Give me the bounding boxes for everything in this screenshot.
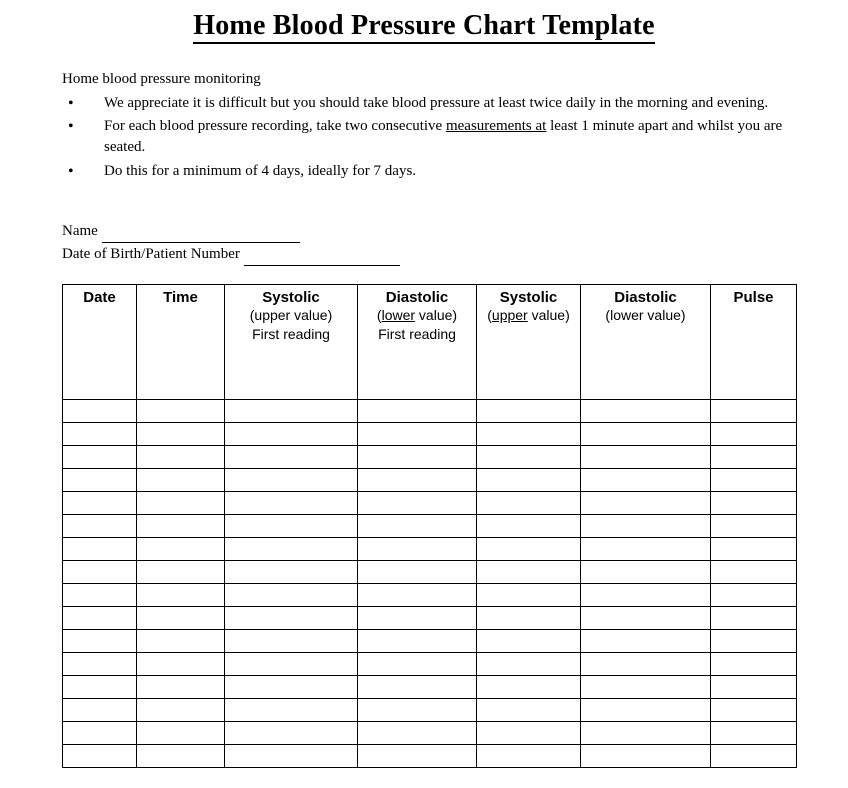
table-cell[interactable] — [581, 722, 711, 745]
list-item: • For each blood pressure recording, take two consecutive measurements at least 1 minute apart and whilst you are seated. — [104, 116, 848, 159]
table-cell[interactable] — [581, 584, 711, 607]
column-header-diastolic-second — [581, 285, 711, 400]
column-header-systolic-first-label: Systolic — [262, 289, 320, 307]
table-cell[interactable] — [63, 722, 137, 745]
list-item: • We appreciate it is difficult but you should take blood pressure at least twice daily in the morning and evening. — [104, 93, 848, 114]
table-cell[interactable] — [358, 492, 477, 515]
table-cell[interactable] — [581, 561, 711, 584]
table-cell[interactable] — [63, 699, 137, 722]
name-field-label: Name — [62, 222, 98, 239]
column-header-diastolic-first — [358, 285, 477, 400]
table-row — [63, 722, 797, 745]
dob-field-label: Date of Birth/Patient Number — [62, 246, 240, 263]
table-cell[interactable] — [477, 699, 581, 722]
column-header-diastolic-first-sub2: First reading — [378, 326, 456, 343]
table-cell[interactable] — [358, 584, 477, 607]
table-cell[interactable] — [358, 676, 477, 699]
document-page — [0, 10, 848, 788]
table-cell[interactable] — [711, 469, 797, 492]
table-cell[interactable] — [581, 515, 711, 538]
table-cell[interactable] — [225, 492, 358, 515]
table-cell[interactable] — [225, 630, 358, 653]
table-row — [63, 676, 797, 699]
table-row — [63, 584, 797, 607]
table-cell[interactable] — [358, 630, 477, 653]
table-cell[interactable] — [581, 630, 711, 653]
table-header — [63, 285, 797, 400]
table-cell[interactable] — [358, 538, 477, 561]
table-cell[interactable] — [711, 676, 797, 699]
page-title — [0, 10, 848, 44]
table-cell[interactable] — [63, 584, 137, 607]
table-cell[interactable] — [477, 400, 581, 423]
table-cell[interactable] — [63, 676, 137, 699]
instructions-list — [0, 93, 848, 182]
table-cell[interactable] — [711, 446, 797, 469]
table-cell[interactable] — [477, 630, 581, 653]
table-cell[interactable] — [358, 469, 477, 492]
table-row — [63, 538, 797, 561]
table-cell[interactable] — [358, 745, 477, 768]
dob-field-row — [62, 243, 848, 266]
table-cell[interactable] — [358, 423, 477, 446]
table-row — [63, 446, 797, 469]
name-input[interactable] — [102, 228, 300, 243]
table-cell[interactable] — [63, 400, 137, 423]
table-cell[interactable] — [711, 492, 797, 515]
table-cell[interactable] — [137, 699, 225, 722]
column-header-systolic-first-sub: (upper value) — [249, 307, 333, 324]
table-cell[interactable] — [225, 653, 358, 676]
table-cell[interactable] — [137, 676, 225, 699]
table-cell[interactable] — [358, 446, 477, 469]
table-cell[interactable] — [358, 722, 477, 745]
table-cell[interactable] — [711, 745, 797, 768]
table-cell[interactable] — [711, 561, 797, 584]
column-header-diastolic-first-sub: (lower value) — [376, 307, 458, 324]
column-header-diastolic-first-label: Diastolic — [385, 289, 449, 307]
table-row — [63, 561, 797, 584]
table-cell[interactable] — [711, 722, 797, 745]
table-cell[interactable] — [225, 469, 358, 492]
table-row — [63, 745, 797, 768]
table-cell[interactable] — [581, 400, 711, 423]
table-header-row — [63, 285, 797, 400]
table-row — [63, 423, 797, 446]
table-cell[interactable] — [358, 400, 477, 423]
table-cell[interactable] — [137, 561, 225, 584]
table-cell[interactable] — [137, 584, 225, 607]
table-cell[interactable] — [63, 607, 137, 630]
table-cell[interactable] — [711, 423, 797, 446]
table-cell[interactable] — [581, 676, 711, 699]
table-cell[interactable] — [477, 722, 581, 745]
table-cell[interactable] — [225, 699, 358, 722]
table-cell[interactable] — [225, 607, 358, 630]
table-cell[interactable] — [137, 630, 225, 653]
table-cell[interactable] — [477, 538, 581, 561]
table-cell[interactable] — [581, 699, 711, 722]
table-cell[interactable] — [137, 469, 225, 492]
table-cell[interactable] — [63, 515, 137, 538]
table-row — [63, 515, 797, 538]
column-header-systolic-second — [477, 285, 581, 400]
table-cell[interactable] — [477, 492, 581, 515]
column-header-pulse-label: Pulse — [733, 289, 774, 307]
table-cell[interactable] — [711, 699, 797, 722]
table-cell[interactable] — [358, 699, 477, 722]
column-header-diastolic-second-sub: (lower value) — [605, 307, 686, 324]
table-cell[interactable] — [581, 469, 711, 492]
measurements-emphasis: measurements at — [445, 118, 547, 135]
table-cell[interactable] — [63, 630, 137, 653]
table-cell[interactable] — [63, 745, 137, 768]
table-cell[interactable] — [137, 423, 225, 446]
table-cell[interactable] — [477, 469, 581, 492]
table-cell[interactable] — [711, 515, 797, 538]
table-cell[interactable] — [225, 584, 358, 607]
table-cell[interactable] — [137, 607, 225, 630]
table-cell[interactable] — [225, 538, 358, 561]
table-cell[interactable] — [225, 446, 358, 469]
column-header-date-label: Date — [83, 289, 116, 307]
table-cell[interactable] — [358, 561, 477, 584]
dob-input[interactable] — [244, 251, 400, 266]
table-cell[interactable] — [63, 653, 137, 676]
table-cell[interactable] — [358, 607, 477, 630]
table-row — [63, 699, 797, 722]
table-cell[interactable] — [137, 400, 225, 423]
table-cell[interactable] — [63, 446, 137, 469]
table-cell[interactable] — [581, 492, 711, 515]
column-header-systolic-second-label: Systolic — [499, 289, 558, 307]
table-cell[interactable] — [711, 653, 797, 676]
table-row — [63, 492, 797, 515]
table-cell[interactable] — [137, 538, 225, 561]
table-cell[interactable] — [225, 676, 358, 699]
table-cell[interactable] — [225, 515, 358, 538]
table-cell[interactable] — [225, 745, 358, 768]
table-cell[interactable] — [137, 722, 225, 745]
table-cell[interactable] — [137, 745, 225, 768]
name-field-row — [62, 220, 848, 243]
table-cell[interactable] — [137, 492, 225, 515]
table-cell[interactable] — [477, 653, 581, 676]
column-header-systolic-second-sub: (upper value) — [487, 307, 570, 324]
blood-pressure-table — [62, 284, 797, 768]
table-cell[interactable] — [581, 423, 711, 446]
page-title-text: Home Blood Pressure Chart Template — [193, 10, 655, 44]
table-cell[interactable] — [137, 515, 225, 538]
table-cell[interactable] — [477, 745, 581, 768]
patient-fields — [0, 220, 848, 267]
table-cell[interactable] — [358, 515, 477, 538]
table-cell[interactable] — [137, 653, 225, 676]
table-cell[interactable] — [581, 538, 711, 561]
table-cell[interactable] — [63, 469, 137, 492]
table-cell[interactable] — [477, 423, 581, 446]
table-cell[interactable] — [581, 607, 711, 630]
table-row — [63, 630, 797, 653]
table-cell[interactable] — [711, 538, 797, 561]
table-row — [63, 607, 797, 630]
table-cell[interactable] — [225, 561, 358, 584]
column-header-pulse — [711, 285, 797, 400]
table-cell[interactable] — [581, 653, 711, 676]
table-cell[interactable] — [225, 722, 358, 745]
table-cell[interactable] — [477, 607, 581, 630]
column-header-time-label: Time — [163, 289, 198, 307]
table-cell[interactable] — [711, 630, 797, 653]
table-cell[interactable] — [711, 607, 797, 630]
table-cell[interactable] — [711, 400, 797, 423]
table-cell[interactable] — [477, 561, 581, 584]
column-header-time — [137, 285, 225, 400]
table-cell[interactable] — [63, 538, 137, 561]
table-body — [63, 400, 797, 768]
table-cell[interactable] — [225, 400, 358, 423]
table-cell[interactable] — [581, 745, 711, 768]
table-cell[interactable] — [63, 492, 137, 515]
table-cell[interactable] — [63, 561, 137, 584]
table-cell[interactable] — [477, 515, 581, 538]
list-item: • Do this for a minimum of 4 days, ideally for 7 days. — [104, 161, 848, 182]
table-row — [63, 400, 797, 423]
table-cell[interactable] — [477, 584, 581, 607]
column-header-systolic-first — [225, 285, 358, 400]
table-cell[interactable] — [477, 676, 581, 699]
table-cell[interactable] — [225, 423, 358, 446]
table-cell[interactable] — [581, 446, 711, 469]
table-cell[interactable] — [137, 446, 225, 469]
table-cell[interactable] — [477, 446, 581, 469]
table-cell[interactable] — [358, 653, 477, 676]
table-cell[interactable] — [711, 584, 797, 607]
column-header-date — [63, 285, 137, 400]
column-header-diastolic-second-label: Diastolic — [614, 289, 677, 307]
intro-text: Home blood pressure monitoring — [62, 71, 261, 87]
column-header-systolic-first-sub2: First reading — [252, 326, 330, 343]
table-cell[interactable] — [63, 423, 137, 446]
table-row — [63, 653, 797, 676]
table-row — [63, 469, 797, 492]
